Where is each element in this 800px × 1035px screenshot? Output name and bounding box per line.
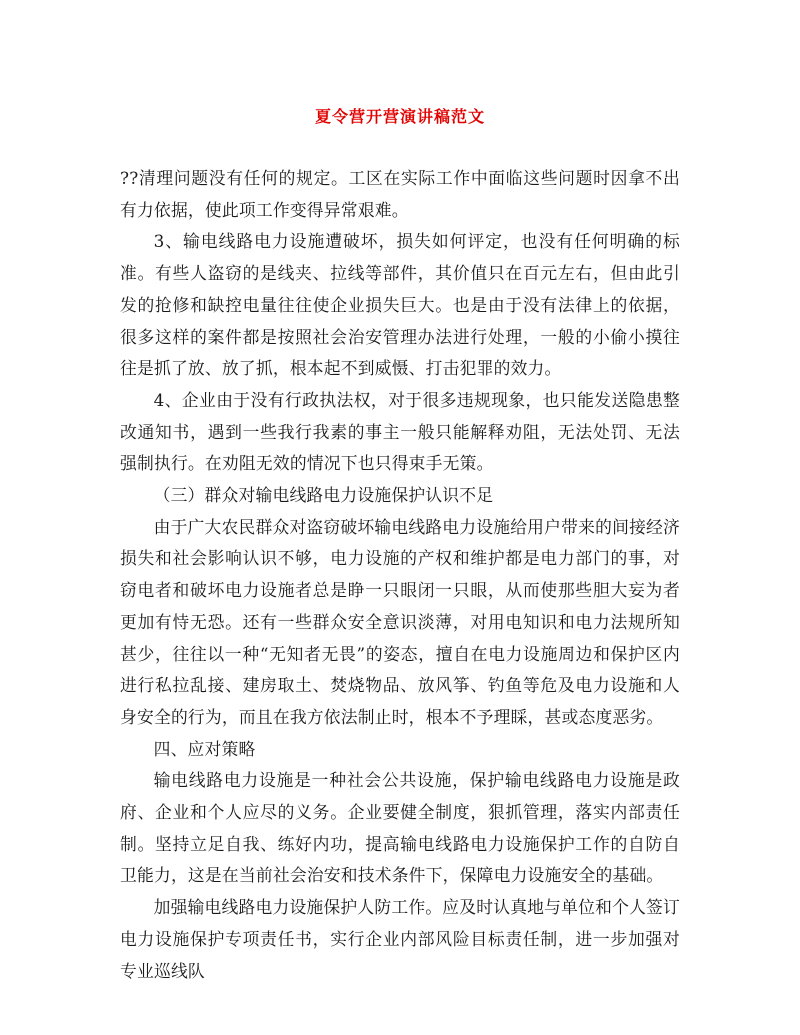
paragraph: ??清理问题没有任何的规定。工区在实际工作中面临这些问题时因拿不出有力依据，使此项工作变得异常艰难。 (120, 168, 680, 220)
paragraph: 输电线路电力设施是一种社会公共设施，保护输电线路电力设施是政府、企业和个人应尽的义务。企业要健全制度，狠抓管理，落实内部责任制。坚持立足自我、练好内功，提高输电线路电力设施保护工作的自防自卫能力，这是在当前社会治安和技术条件下，保障电力设施安全的基础。 (120, 770, 680, 886)
paragraph: 3、输电线路电力设施遭破坏，损失如何评定，也没有任何明确的标准。有些人盗窃的是线夹、拉线等部件，其价值只在百元左右，但由此引发的抢修和缺控电量往往使企业损失巨大。也是由于没有法律上的依据，很多这样的案件都是按照社会治安管理办法进行处理，一般的小偷小摸往往是抓了放、放了抓，根本起不到威慑、打击犯罪的效力。 (120, 231, 680, 379)
section-heading: 四、应对策略 (153, 738, 256, 759)
document-body (120, 163, 680, 987)
section-heading: （三）群众对输电线路电力设施保护认识不足 (153, 485, 494, 506)
document-title: 夏令营开营演讲稿范文 (314, 107, 485, 126)
paragraph: 4、企业由于没有行政执法权，对于很多违规现象，也只能发送隐患整改通知书，遇到一些我行我素的事主一般只能解释劝阻，无法处罚、无法强制执行。在劝阻无效的情况下也只得束手无策。 (120, 389, 680, 474)
paragraph: 由于广大农民群众对盗窃破坏输电线路电力设施给用户带来的间接经济损失和社会影响认识不够，电力设施的产权和维护都是电力部门的事，对窃电者和破坏电力设施者总是睁一只眼闭一只眼，从而使那些胆大妄为者更加有恃无恐。还有一些群众安全意识淡薄，对用电知识和电力法规所知甚少，往往以一种“无知者无畏”的姿态，擅自在电力设施周边和保护区内进行私拉乱接、建房取土、焚烧物品、放风筝、钓鱼等危及电力设施和人身安全的行为，而且在我方依法制止时，根本不予理睬，甚或态度恶劣。 (120, 516, 681, 727)
paragraph: 加强输电线路电力设施保护人防工作。应及时认真地与单位和个人签订电力设施保护专项责任书，实行企业内部风险目标责任制，进一步加强对专业巡线队 (120, 897, 681, 981)
